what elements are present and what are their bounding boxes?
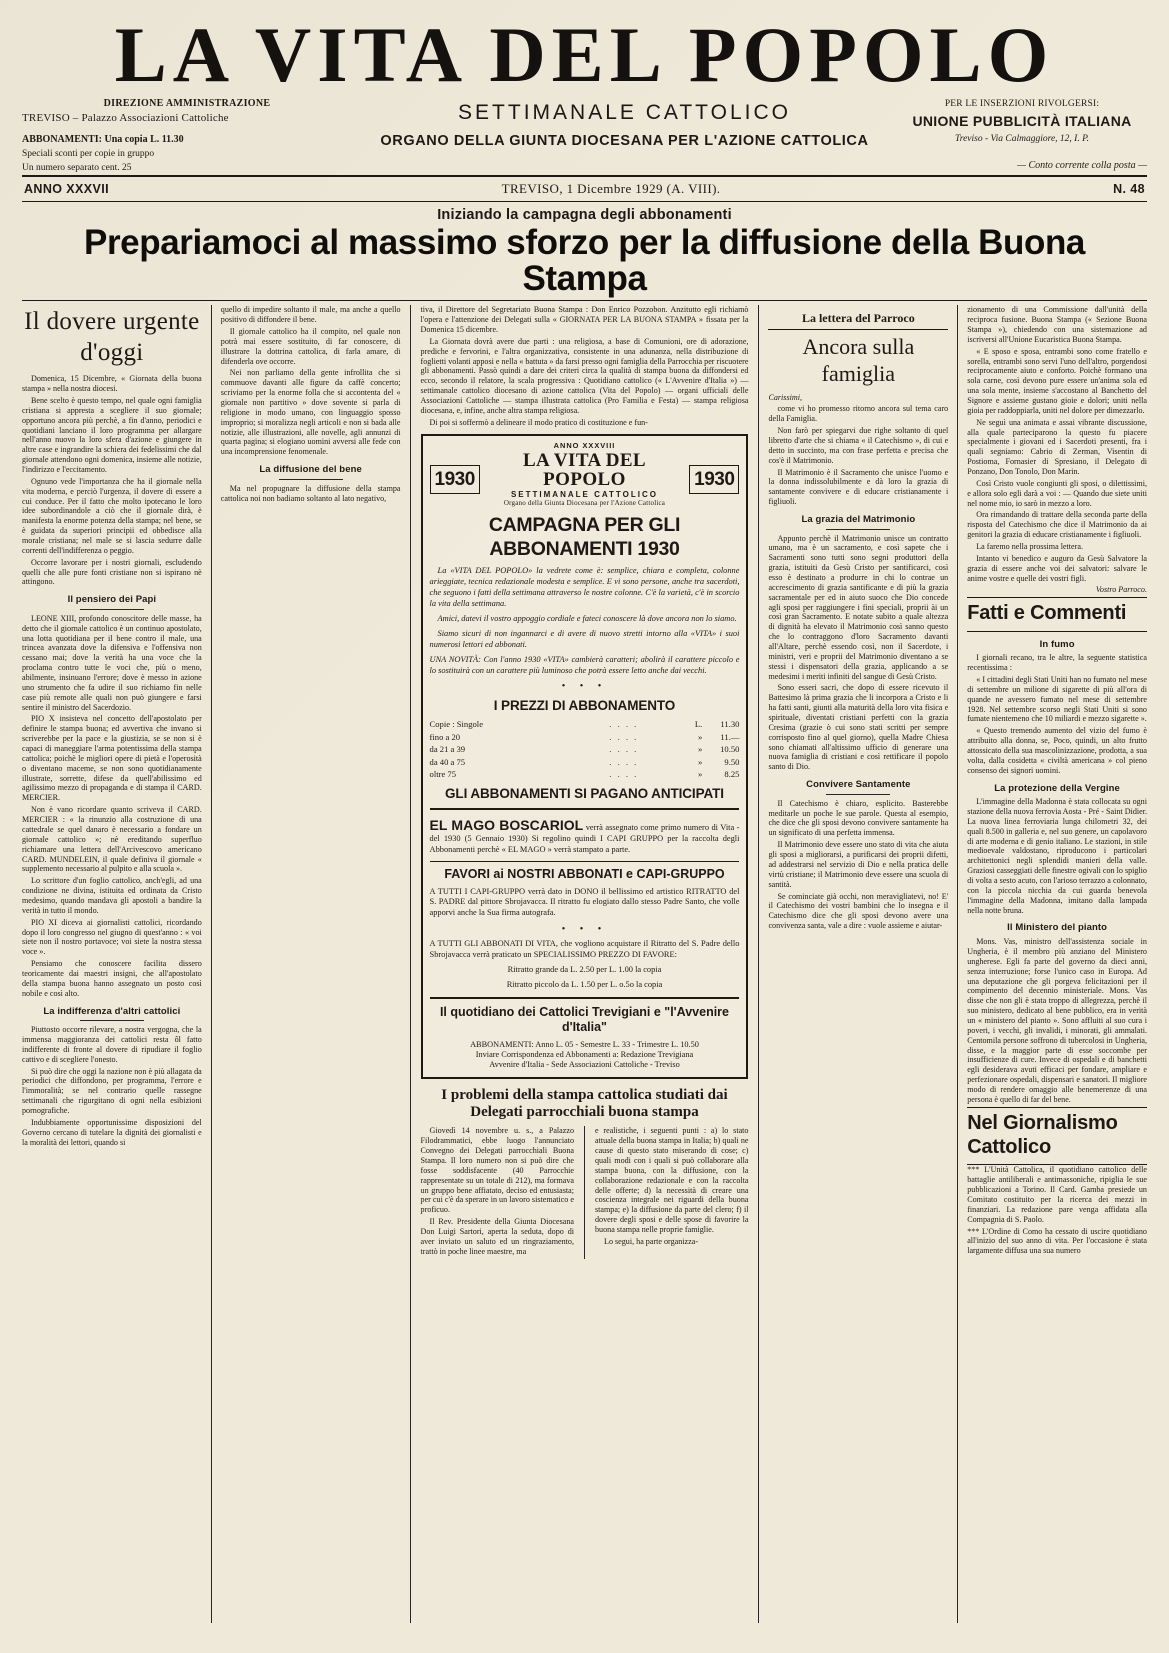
ornament-stars: • • • (561, 680, 608, 692)
section-rule (967, 631, 1147, 632)
price-value: 8.25 (724, 769, 740, 780)
ad-year-left: 1930 (430, 465, 480, 494)
price-dots: . . . . (609, 756, 639, 767)
paragraph: *** L'Ordine di Como ha cessato di uscire quotidiano all'inizio del suo anno di vita. Per l'occasione è stata largamente diffusa una sua numero (967, 1226, 1147, 1256)
paragraph: Domenica, 15 Dicembre, « Giornata della buona stampa » nella nostra diocesi. (22, 374, 202, 394)
subhead-rule (279, 479, 343, 480)
paragraph: Amici, datevi il vostro appoggio cordiale e fateci conoscere là dove ancora non lo siamo. (437, 614, 737, 624)
subhead-convivere-santamente: Convivere Santamente (806, 779, 911, 791)
kicker-lettera-parroco: La lettera del Parroco (801, 311, 915, 326)
paragraph: Intanto vi benedico e auguro da Gesù Salvatore la grazia di essere anche voi dei salvatori: salvare le anime vostre e quelle dei vostri figli. (967, 553, 1147, 583)
paragraph: La Giornata dovrà avere due parti : una religiosa, a base di Comunioni, ore di adorazione, prediche e fervorini, e l'altra organizzativa, consistente in una adunanza, nella distribuzione di foglietti volanti apposi e nella « battuta » da farsi presso ogni famiglia della Parrocchia per riscuotere gli abbonamenti. Passò quindi a dare dei criteri circa la qualità di stampa buona da diffondersi ed ecco, secondo il relatore, la scala progressiva : Quotidiano cattolico (« L'Avvenire d'Italia ») — settimanale cattolico diocesano di azione cattolica (Vita del Popolo) — organi ufficiali delle Associazioni Cattoliche — stampa illustrata cattolica (Pro Familia e Festa) — stampa religiosa diocesana, e, infine, anche altra stampa religiosa. (420, 336, 749, 415)
section-title-giornalismo-cattolico: Nel Giornalismo Cattolico (967, 1111, 1118, 1159)
price-dots: . . . . (609, 719, 639, 730)
subhead-rule (826, 794, 890, 795)
paragraph: Il giornale cattolico ha il compito, nel quale non potrà mai essere sostituito, di far conoscere, di illustrare la dottrina cattolica, di farla amare, di difenderla ove occorre. (220, 326, 401, 366)
paragraph: Il Matrimonio è il Sacramento che unisce l'uomo e la donna indissolubilmente e dà loro la grazia di santamente convivere e di educare cristianamente i figliuoli. (768, 467, 949, 507)
paragraph: Non è vano ricordare quanto scriveva il CARD. MERCIER : « la rinunzio alla costruzione di una cattedrale se quel danaro è necessario a fondare un giornale cattolico »; nè ereditando superfluo richiamare una lettera dell'Arcivescovo americano CARD. MUNDELEIN, il quale definiva il giornale « supplemento necessario al pulpito e alla scuola ». (22, 805, 202, 874)
ad-logo-title: LA VITA DEL POPOLO (522, 449, 646, 490)
postal-account-note: — Conto corrente colla posta — (1017, 160, 1147, 172)
paragraph: Il Matrimonio deve essere uno stato di vita che aiuta gli sposi a migliorarsi, a purificarsi dei proprii difetti, ad addestrarsi nel servizio di Dio e nella pratica delle virtù cristiane; il Matrimonio deve essere una scuola di santità. (768, 840, 949, 889)
subhead-diffusione-del-bene: La diffusione del bene (259, 464, 362, 476)
paragraph: Se cominciate già occhi, non meravigliatevi, no! E' il Catechismo dei vostri bambini che lo insegna e il Catechismo dice che gli sposi devono avere una convivenza santa, vale a dire : vuole assieme e aiutar- (768, 891, 949, 931)
subscription-note: Speciali sconti per copie in gruppo (22, 148, 155, 159)
problemi-subcolumns (421, 1126, 749, 1258)
price-label: fino a 20 (429, 731, 461, 742)
ad-campaign-title: CAMPAGNA PER GLI ABBONAMENTI 1930 (488, 513, 681, 560)
price-value: 10.50 (720, 744, 740, 755)
paragraph: Appunto perchè il Matrimonio unisce un contratto umano, ma è un sacramento, e così sapete che i Sacramenti sono tutti sono segni produttori della grazia, istituiti da Gesù Cristo per santificarci, così esso è destinato a produrre in chi lo contrae un accrescimento di grazia santificante e di più la grazia sacramentale per ed in aiuto suoco che Dio concede agli sposi per raggiungere i fini speciali, proprii ài un così gran Sacramento. E notate subito a quale altezza di dignità ha elevato il Matrimonio così sanno questo che lo contraggono d'loro Sacramento davanti all'Altare, perchè essendo così, non il Sacerdote, i ministri, veri e proprii del Matrimonio diventano a se stessi i dispensatori della grazia, applicando a se medesimi i meriti infiniti del sangue di Gesù Cristo. (768, 533, 949, 681)
ornament-stars: • • • (561, 924, 608, 936)
paragraph: Pensiamo che conoscere facilita dissero teoricamente dai maestri insigni, che all'apostolato della stampa buona hanno assegnato un posto così nobile e così alto. (22, 959, 202, 998)
price-table (430, 718, 740, 780)
paragraph: Ora rimandando di trattare della seconda parte della risposta del Catechismo che dice il Matrimonio da ai genitori la grazia di educare cristianamente i figliuoli. (967, 510, 1147, 540)
paragraph: Giovedì 14 novembre u. s., a Palazzo Filodrammatici, ebbe luogo l'annunciato Convegno dei Delegati parrocchiali Buona Stampa. Il loro numero non si può dire che fosse soddisfacente (40 Parrocchie rappresentate su un totale di 212), ma formava un gruppo bene affiatato, deciso ed entusiasta; per cui c'è da sperare in un lavoro sistematico e proficuo. (420, 1126, 574, 1215)
article-title-dovere: Il dovere urgente d'oggi (24, 308, 200, 366)
table-row (430, 718, 740, 730)
price-dots: . . . . (609, 744, 639, 755)
issue-year: ANNO XXXVII (24, 181, 109, 196)
price-currency: » (697, 756, 703, 767)
ad-logo-subtitle: SETTIMANALE CATTOLICO (510, 489, 658, 499)
ad-agency-address: Treviso - Via Calmaggiore, 12, I. P. (954, 134, 1090, 145)
ad-logo (480, 451, 689, 508)
paragraph: LEONE XIII, profondo conoscitore delle masse, ha detto che il giornale cattolico è un continuo apostolato, una lotta quotidiana per il bene contro il male, una trincea avanzata dove la difensiva e l'offensiva non cessano mai; dove la verità ha una voce che la proclama contro tutte le voci che, più o meno, abilmente, insinuano l'errore; dove è messo in azione uno strumento che fa udire il suo richiamo fin nelle case più remote alle quali non può giungere e farsi sentire il ministro del Sacerdozio. (22, 613, 202, 712)
paragraph: L'immagine della Madonna è stata collocata su ogni stazione della nuova ferrovia Aosta - Pré - Saint Didier. La nuova linea ferroviaria lunga chilometri 32, dei quali 8.500 in galleria e, nel suo genere, un capolavoro di arte moderna e di genio italiano. Le stazioni, in stile medioevale valdostano, riproducono i particolari architettonici negli splendidi manieri della valle. Graziosi casseggiati delle finestre ogivali con lo spiglio di volta a sesto acuto, con l'arioso terrazzo a colonnato, con la piccola nicchia da cui guarda benevola l'immagine della Madonna, imitano dalla lampada nella notte bruna. (967, 797, 1147, 915)
price-label: oltre 75 (429, 769, 457, 780)
price-currency: » (697, 769, 703, 780)
paragraph: come vi ho promesso ritorno ancora sul tema caro della Famiglia. (768, 404, 949, 424)
organ-label: ORGANO DELLA GIUNTA DIOCESANA PER L'AZIONE CATTOLICA (380, 132, 869, 149)
subhead-rule (80, 1020, 144, 1021)
column-2 (211, 305, 410, 1623)
banner-kicker: Iniziando la campagna degli abbonamenti (437, 206, 732, 223)
avvenire-correspondence: Inviare Corrispondenza ed Abbonamenti a: Redazione Trevigiana (475, 1049, 694, 1059)
masthead-center-block (352, 101, 897, 149)
section-rule (967, 1107, 1147, 1108)
ad-divider (430, 861, 740, 862)
table-row (430, 743, 740, 755)
admin-label: DIREZIONE AMMINISTRAZIONE (103, 97, 271, 109)
salutation: Carissimi, (768, 392, 802, 402)
column-5 (957, 305, 1147, 1623)
issue-bar (22, 177, 1147, 200)
paragraph: e realistiche, i seguenti punti : a) lo stato attuale della buona stampa in Italia; b) quali ne cause di questo stato miserando di cose; c) quali modi con i quali si può collaborare alla stampa buona, con la diffusione, con la collaborazione redazionale e con la raccolta delle offerte; d) la necessità di creare una coscienza integrale nei riguardi della buona stampa; e) la diffusione da parte del clero; f) il dovere degli sposi e delle spose di favorire la buona stampa nelle proprie famiglie. (595, 1126, 749, 1234)
paragraph: Si può dire che oggi la nazione non è più allagata da periodici che diffondono, per programma, l'errore e l'immoralità; se nel contrario quelle rassegne settimanali che rigurgitano di ogni nella esibizioni pornografiche. (22, 1066, 202, 1115)
paragraph: « I cittadini degli Stati Uniti han no fumato nel mese di settembre un milione di sigarette di più all'ora di quande ne avessero fumato nel mese di settembre 1928. Nel settembre scorso negli Stati Uniti si sono fumate nientemeno che 10 miliardi e mezzo sigarette ». (967, 675, 1147, 724)
issue-date: TREVISO, 1 Dicembre 1929 (A. VIII). (501, 180, 721, 196)
paragraph: UNA NOVITÀ: Con l'anno 1930 «VITA» cambierà caratteri; abolirà il carattere piccolo e lo sostituirà con un carattere più luminoso che potrà essere letto anche dai vecchi. (429, 654, 740, 675)
masthead-left-block (22, 97, 352, 175)
paragraph: Ognuno vede l'importanza che ha il giornale nella vita moderna, e perciò l'urgenza, il dovere di essere a cui conduce. Per il fatto che molto ipotecano le loro idee subordinandole a ciò che il giornale dirà, è manifesta la enorme potenza della stampa; nel bene, se è guidata da superiori principii ed obbedisce alla morale cristiana; nel male se si lascia sedurre dalle correnti dell'indifferenza o peggio. (22, 476, 202, 555)
paragraph: Il Rev. Presidente della Giunta Diocesana Don Luigi Sartori, aperta la seduta, dopo di aver inviato un saluto ed un ringraziamento, trattò in poche linee maestre, ma (420, 1217, 574, 1256)
price-label: da 40 a 75 (429, 756, 466, 767)
paragraph: La «VITA DEL POPOLO» la vedrete come è: semplice, chiara e completa, colonne arieggiate, tecnica redazionale modesta e semplice. E vi sono persone, anche tra sacerdoti, che seguono i fatti della settimana attraverso le nostre colonne. C'è la varietà, c'è in scorcio la vita della settimana. (429, 566, 740, 609)
subhead-pensiero-dei-papi: Il pensiero dei Papi (67, 594, 157, 606)
table-row (430, 768, 740, 780)
ritratto-price-large: Ritratto grande da L. 2.50 per L. 1.00 la copia (507, 965, 662, 975)
admin-address: TREVISO – Palazzo Associazioni Cattoliche (22, 112, 229, 125)
paragraph: Piuttosto occorre rilevare, a nostra vergogna, che la immensa maggioranza dei cattolici resta ôl fatto indifferente di fronte al dovere di ripudiare il foglio cattivo e di scegliere l'onesto. (22, 1025, 202, 1064)
paragraph: La faremo nella prossima lettera. (976, 542, 1083, 552)
table-row (430, 756, 740, 768)
ad-agency-name: UNIONE PUBBLICITÀ ITALIANA (912, 113, 1132, 130)
masthead-title: LA VITA DEL POPOLO (114, 11, 1055, 98)
subscription-label: ABBONAMENTI: Una copia L. 11.30 (22, 134, 184, 146)
paragraph: Ma nel propugnare la diffusione della stampa cattolica noi non badiamo soltanto al lato negativo, (220, 483, 401, 503)
banner-headline: Prepariamoci al massimo sforzo per la diffusione della Buona Stampa (84, 222, 1085, 298)
paragraph: *** L'Unità Cattolica, il quotidiano cattolico delle battaglie antiliberali e antimassoniche, ripiglia le sue pubblicazioni a Torino. Il Card. Gamba presiede un Comitato costituito per la ricerca dei mezzi in finanziari. La redazione pare venga affidata alla Compagnia di S. Paolo. (967, 1165, 1147, 1224)
table-row (430, 731, 740, 743)
paragraph: Ne seguì una animata e assai vibrante discussione, alla quale parteciparono la questo fu piacere specialmente i giovani ed i Sacerdoti presenti, fra i quali segniamo: Cabrio di Zerman, Visentin di Postioma, Fornasier di Spresiano, il Delegato di Ponzano, Don Tonolo, Don Marin. (967, 417, 1147, 476)
price-currency: L. (694, 719, 703, 730)
weekly-label: SETTIMANALE CATTOLICO (458, 100, 791, 124)
ad-year-right: 1930 (689, 465, 739, 494)
ad-anno-label: ANNO XXXVIII (553, 440, 616, 450)
price-value: 11.30 (720, 719, 740, 730)
paragraph: Non farò per spiegarvi due righe soltanto di quel libretto d'arte che si chiama « il Catechismo », di cui e detto in succinto, ma con frase perfetta e precisa che cos'è il Matrimonio. (768, 426, 949, 465)
problemi-subcolumn-left (421, 1126, 574, 1258)
price-label: da 21 a 39 (429, 744, 466, 755)
paragraph: I giornali recano, tra le altre, la seguente statistica recentissima : (967, 653, 1147, 673)
subhead-grazia-matrimonio: La grazia del Matrimonio (801, 513, 916, 525)
paragraph: Siamo sicuri di non ingannarci e di avere di nuovo stretti intorno alla «VITA» i suoi numerosi lettori ed abbonati. (429, 629, 740, 649)
issue-rule (22, 201, 1147, 202)
price-value: 11.— (720, 731, 740, 742)
subhead-protezione-vergine: La protezione della Vergine (994, 782, 1120, 794)
ad-logo-row (430, 451, 740, 508)
section-title-fatti-commenti: Fatti e Commenti (967, 602, 1127, 625)
price-currency: » (697, 744, 703, 755)
price-dots: . . . . (609, 769, 639, 780)
banner-rule (22, 300, 1147, 301)
avvenire-title: Il quotidiano dei Cattolici Trevigiani e "l'Avvenire d'Italia" (439, 1005, 730, 1035)
subhead-rule (80, 609, 144, 610)
price-label: Copie : Singole (429, 719, 484, 730)
paragraph: Indubbiamente opportunissime disposizioni del Governo cercano di tutelare la dignità dei giornalisti e la moralità dei lettori, quando si (22, 1117, 202, 1147)
price-value: 9.50 (724, 756, 740, 767)
kicker-rule (768, 329, 948, 330)
ad-logo-organ: Organo della Giunta Diocesana per l'Azione Cattolica (503, 499, 666, 508)
ad-divider (430, 808, 740, 810)
paragraph: Così Cristo vuole congiunti gli sposi, o dilettissimi, e allora solo egli darà a voi : — Quando due siete uniti nel nome mio, io sarò in mezzo a loro. (967, 478, 1147, 508)
paragraph: Nei non parliamo della gente infrollita che si commuove davanti alle figure da caffè concerto; scriviamo per la enorme folla che si accontenta del « giornale non partitivo » dove sovente si parla di religione in modo umano, con linguaggio sposso improprio; si moralizza negli articoli e non si bada alle notizie, alle illustrazioni, alle novelle, agli annunzi di quarta pagina; si elogiano uomini avversi alle fede con una incomprensione fenomenale. (220, 368, 401, 457)
issue-number: N. 48 (1113, 181, 1145, 196)
problemi-subcolumn-right (584, 1126, 748, 1258)
subhead-indifferenza: La indifferenza d'altri cattolici (43, 1005, 181, 1017)
paragraph: Mons. Vas, ministro dell'assistenza sociale in Ungheria, è il membro più anziano del Ministero ungherese. Egli fa parte del governo da dieci anni, senza interruzione; forse l'unico caso in Europa. Ad una deputazione che gli porgeva felicitazioni per il compimento del decennio ministeriale. Mons. Vas disse che non gli è stata troppo di allegrezza, perchè il suo ministero, dedicato al bene pubblico, era in verità un « ministero del pianto ». Sono affluiti al suo cura i poveri, i vecchi, gli invalidi, i minorati, gli ammalati. Centomila persone soffrono di tubercolosi in Ungheria, disse, e la maggior parte di esse soccombe per insufficienze di cure. Invece di ospedali e di banchetti egli desiderava avuti efficaci per fondare, ampliare e perfezionare ospedali, dispensari e sanatori. Il migliore modo di rendere omaggio alle benemerenze di una persona è quello di far del bene. (967, 937, 1147, 1104)
paragraph: tiva, il Direttore del Segretariato Buona Stampa : Don Enrico Pozzobon. Anzitutto egli richiamò l'opera e l'attenzione dei Delegati sulla « GIORNATA PER LA BUONA STAMPA » fissata per la Domenica 15 dicembre. (420, 305, 749, 334)
paragraph: PIO X insisteva nel concetto dell'apostolato per definire le stampa buona; ed avvertiva che invano si scriverebbe per la pace e la giustizia, se se non si è capaci di maneggiare l'arma potentissima della stampa cattolica; poichè le migliori opere di pietà e l'operosità o diventano maceme, se non sono quotidianamente illustrate, sorrette, difese da quell'abilissimo ed agilissimo mezzo di propaganda e di stampa il CARD. MERCIER. (22, 714, 202, 803)
paragraph: « Questo tremendo aumento del vizio del fumo è attribuito alla donna, se, Poco, quindi, un alto frutto attossicato della sua mascolinizzazione, prodotta, a sua volta, dalla cosidetta « civiltà americana » col pieno consenso dei signori uomini. (967, 726, 1147, 775)
paragraph: PIO XI diceva ai giornalisti cattolici, ricordando dopo il loro congresso nel giugno di quest'anno : « voi siete non il nostro portavoce; voi siete la nostra stessa voce ». (22, 917, 202, 957)
signature: Vostro Parroco. (1095, 585, 1147, 595)
mago-text: verrà assegnato come primo numero di Vita - del 1930 (5 Gennaio 1930) Si regolino quindi I CAPI GRUPPO per la raccolta degli Abbonamenti perchè « EL MAGO » verrà stampato a parte. (429, 823, 740, 855)
single-copy-price: Un numero separato cent. 25 (22, 162, 132, 173)
mago-title: EL MAGO BOSCARIOL (429, 817, 584, 834)
paragraph: « E sposo e sposa, entrambi sono come fratello e sorella, entrambi sono servi l'uno dell'altro, porgendosi reciprocamente aiuto e conforto. Poichè formano una sola carne, così devono pure essere un'anima sola ed una sola mente, insieme s'accostano al Banchetto del Signore e assieme gustano gioie e dolori; uniti nella gioia per raddoppiarla, uniti nel dolore per dimezzarlo. (967, 346, 1147, 415)
paragraph: Di poi si soffermò a delineare il modo pratico di costituzione e fun- (429, 417, 648, 427)
section-rule (967, 597, 1147, 598)
article-columns (22, 305, 1147, 1623)
paragraph: zionamento di una Commissione dall'unità della reciproca fusione. Buona Stampa (« Sezione Buona Stampa »), chiedendo con una sistemazione ad iscriversi all'Unione Eucaristica Buona Stampa. (967, 305, 1147, 344)
mago-block (430, 816, 740, 856)
ad-payment-note: GLI ABBONAMENTI SI PAGANO ANTICIPATI (445, 785, 724, 801)
paragraph: Bene scelto è questo tempo, nel quale ogni famiglia cristiana si appresta a scegliere il suo giornale; opportuno ancora più perchè, a fin d'anno, periodici e quotidiani lanciano il loro programma per allargare nell'anno nuovo la loro sfera d'azione e giungere in altre case e ingrandire la schiera dei fedelissimi che dal giornale attendono ogni domenica, insieme alle notizie, l'indirizzo e l'eccitamento. (22, 395, 202, 474)
paragraph: A TUTTI I CAPI-GRUPPO verrà dato in DONO il bellissimo ed artistico RITRATTO del S. PADRE dal pittore Sbrojavacca. Il ritratto fu elogiato dallo stesso Padre Santo, che volle apporvi anche la Sua firma autografa. (429, 886, 740, 918)
paragraph: Lo scrittore d'un foglio cattolico, anch'egli, ad una condizione ne divina, istituita ed ordinata da Cristo medesimo, quando mandava gli apostoli a bandire la verità in tutto il mondo. (22, 876, 202, 915)
avvenire-address: Avvenire d'Italia - Sede Associazioni Cattoliche - Treviso (489, 1059, 680, 1069)
favori-body (430, 887, 740, 991)
column-1 (22, 305, 211, 1623)
subhead-ministero-pianto: Il Ministero del pianto (1007, 922, 1108, 934)
subhead-in-fumo: In fumo (1039, 638, 1075, 650)
ritratto-price-small: Ritratto piccolo da L. 1.50 per L. o.5o la copia (506, 980, 663, 990)
subscription-campaign-ad (421, 434, 749, 1079)
paragraph: Il Catechismo è chiaro, esplicito. Basterebbe meditarle un poche le sue parole. Questa al esempio, che dice che gli sposi devono convivere santamente ha un significato di una perfetta immensa. (768, 798, 949, 838)
paragraph: Occorre lavorare per i nostri giornali, escludendo quelli che alle pure fonti cristiane non si ispirano nè attingono. (22, 557, 202, 587)
column-4 (758, 305, 957, 1623)
avvenire-subscriptions: ABBONAMENTI: Anno L. 05 - Semestre L. 33 - Trimestre L. 10.50 (470, 1039, 699, 1049)
price-currency: » (697, 731, 703, 742)
paragraph: A TUTTI GLI ABBONATI DI VITA, che vogliono acquistare il Ritratto del S. Padre dello Sbrojavacca verrà praticato un SPECIALISSIMO PREZZO DI FAVORE: (429, 939, 740, 960)
article-title-famiglia: Ancora sulla famiglia (802, 333, 915, 386)
masthead-right-block (897, 97, 1147, 174)
ad-divider (430, 997, 740, 999)
paragraph: quello di impedire soltanto il male, ma anche a quello positivo di diffondere il bene. (220, 305, 401, 325)
column-3 (410, 305, 759, 1623)
price-dots: . . . . (609, 731, 639, 742)
ad-body (430, 566, 740, 676)
subhead-rule (826, 529, 890, 530)
masthead-details (22, 95, 1147, 173)
paragraph: Sono esseri sacri, che dopo di essere ricevuto il Battesimo là prima grazia che li incorpora a Cristo e li ha fatti santi, giunti alla maturità della loro vita fisica e spirituale, diventati cristiani perfetti con la grazia Cresima (grazie ò cui sono stati scritti per sempre corrisposto fino al quel giorno), quella Madre Chiesa sono chiamati all'altissimo ufficio di generare una nuova famiglia di cristiani e così rettificare il popolo santo di Dio. (768, 683, 949, 772)
article-title-problemi: I problemi della stampa cattolica studiati dai Delegati parrocchiali buona stampa (441, 1086, 728, 1121)
paragraph: Lo segui, ha parte organizza- (604, 1236, 699, 1246)
ads-label: PER LE INSERZIONI RIVOLGERSI: (944, 98, 1100, 109)
ad-prices-title: I PREZZI DI ABBONAMENTO (493, 697, 676, 713)
favori-title: FAVORI ai NOSTRI ABBONATI e CAPI-GRUPPO (444, 867, 725, 882)
